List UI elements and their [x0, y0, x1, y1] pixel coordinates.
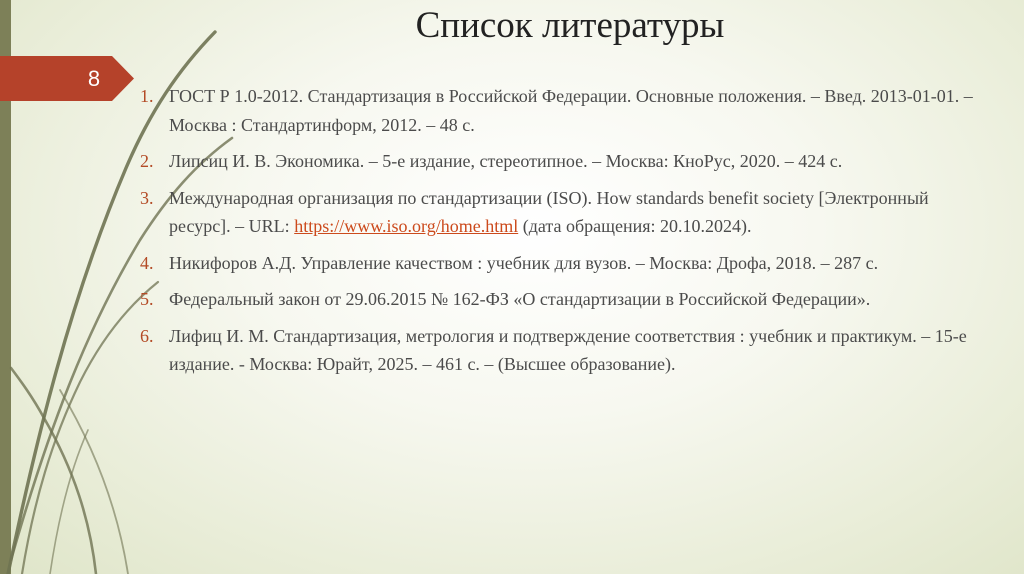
reference-text: Никифоров А.Д. Управление качеством : учебник для вузов. – Москва: Дрофа, 2018. – 287 с. [169, 252, 879, 273]
reference-text-before: Международная организация по стандартизации (ISO). How standards benefit society [Электронный ресурс]. – URL: [169, 187, 929, 236]
reference-text: Федеральный закон от 29.06.2015 № 162-ФЗ «О стандартизации в Российской Федерации». [169, 289, 871, 309]
reference-number: 6. [140, 325, 154, 346]
reference-number: 5. [140, 289, 154, 309]
reference-item-3 [140, 184, 980, 241]
reference-item-4 [140, 249, 980, 278]
reference-number: 3. [140, 187, 154, 208]
page-title: Список литературы [415, 5, 725, 46]
reference-text-after: (дата обращения: 20.10.2024). [518, 216, 752, 236]
reference-number: 1. [140, 86, 154, 106]
reference-list [140, 82, 980, 387]
reference-text [169, 184, 980, 241]
iso-link[interactable]: https://www.iso.org/home.html [294, 216, 519, 236]
reference-number: 2. [140, 151, 154, 171]
reference-text: Липсиц И. В. Экономика. – 5-е издание, стереотипное. – Москва: КноРус, 2020. – 424 с. [169, 151, 843, 171]
reference-item-1 [140, 82, 980, 139]
reference-item-2 [140, 147, 980, 176]
reference-item-5 [140, 285, 980, 314]
slide-number: 8 [87, 66, 101, 91]
reference-number: 4. [140, 252, 154, 273]
reference-text: ГОСТ Р 1.0-2012. Стандартизация в Российской Федерации. Основные положения. – Введ. 2013-01-01. – Москва : Стандартинформ, 2012. – 48 с. [169, 86, 973, 135]
slide-number-tag [0, 56, 134, 101]
reference-text: Лифиц И. М. Стандартизация, метрология и подтверждение соответствия : учебник и практикум. – 15-е издание. - Москва: Юрайт, 2025. – 461 с. – (Высшее образование). [169, 325, 967, 374]
reference-item-6 [140, 322, 980, 379]
